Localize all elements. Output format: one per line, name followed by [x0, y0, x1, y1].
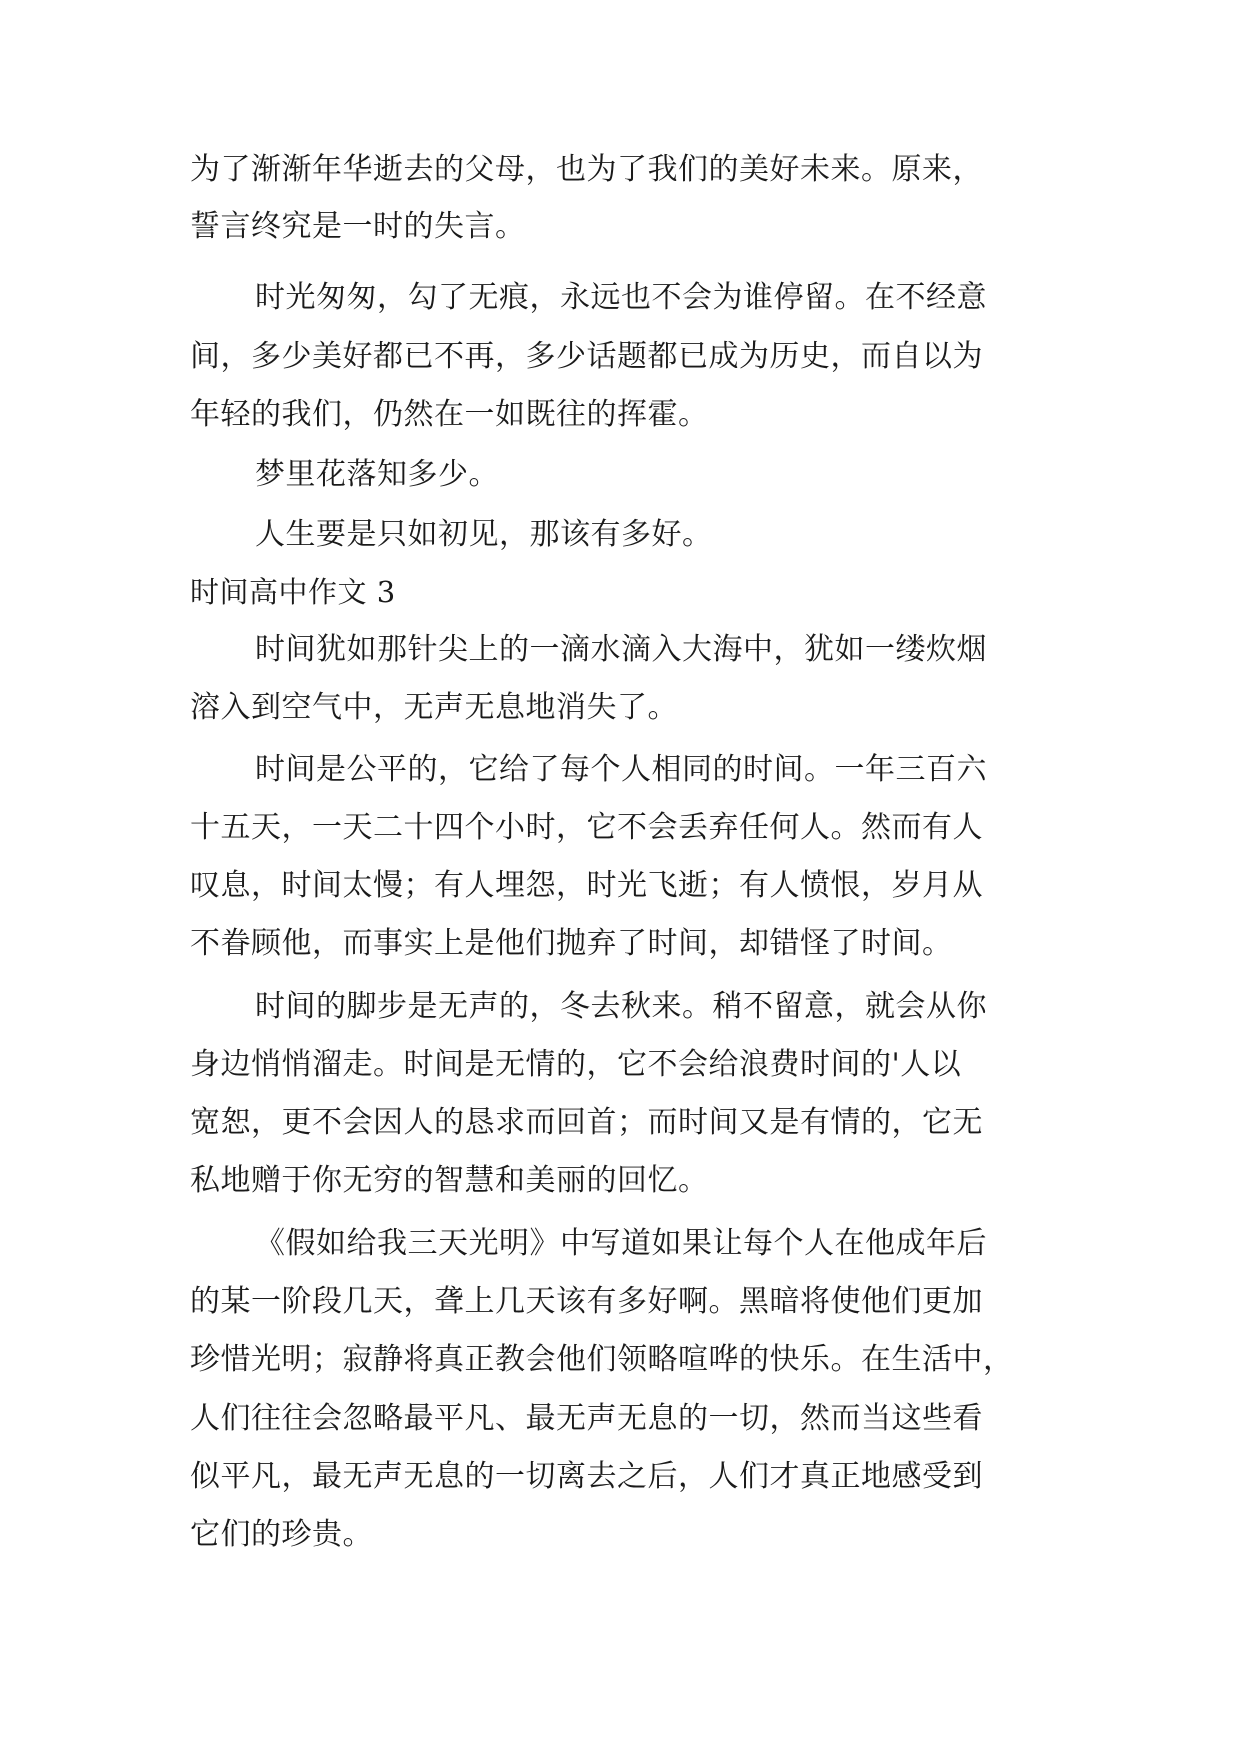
text-line: 时光匆匆，勾了无痕，永远也不会为谁停留。在不经意	[255, 280, 987, 315]
text-line: 年轻的我们，仍然在一如既往的挥霍。	[190, 397, 709, 432]
text-line: 珍惜光明；寂静将真正教会他们领略喧哗的快乐。在生活中，	[190, 1342, 1014, 1377]
text-line: 它们的珍贵。	[190, 1517, 373, 1552]
text-line: 《假如给我三天光明》中写道如果让每个人在他成年后	[255, 1226, 987, 1261]
text-line: 时间的脚步是无声的，冬去秋来。稍不留意，就会从你	[255, 989, 987, 1024]
text-line: 叹息，时间太慢；有人埋怨，时光飞逝；有人愤恨，岁月从	[190, 868, 983, 903]
text-line: 人生要是只如初见，那该有多好。	[255, 517, 713, 552]
text-line: 为了渐渐年华逝去的父母，也为了我们的美好未来。原来，	[190, 152, 983, 187]
text-line: 人们往往会忽略最平凡、最无声无息的一切，然而当这些看	[190, 1401, 983, 1436]
text-line: 似平凡，最无声无息的一切离去之后，人们才真正地感受到	[190, 1459, 983, 1494]
text-line: 时间是公平的，它给了每个人相同的时间。一年三百六	[255, 752, 987, 787]
text-line: 的某一阶段几天，聋上几天该有多好啊。黑暗将使他们更加	[190, 1284, 983, 1319]
section-heading: 时间高中作文 3	[190, 575, 396, 609]
text-line: 身边悄悄溜走。时间是无情的，它不会给浪费时间的'人以	[190, 1047, 962, 1082]
text-line: 誓言终究是一时的失言。	[190, 209, 526, 244]
text-line: 宽恕，更不会因人的恳求而回首；而时间又是有情的，它无	[190, 1105, 983, 1140]
text-line: 时间犹如那针尖上的一滴水滴入大海中，犹如一缕炊烟	[255, 632, 987, 667]
text-line: 不眷顾他，而事实上是他们抛弃了时间，却错怪了时间。	[190, 926, 953, 961]
text-line: 溶入到空气中，无声无息地消失了。	[190, 690, 678, 725]
text-line: 私地赠于你无穷的智慧和美丽的回忆。	[190, 1163, 709, 1198]
text-line: 十五天，一天二十四个小时，它不会丢弃任何人。然而有人	[190, 810, 983, 845]
text-line: 间，多少美好都已不再，多少话题都已成为历史，而自以为	[190, 339, 983, 374]
text-line: 梦里花落知多少。	[255, 457, 499, 492]
